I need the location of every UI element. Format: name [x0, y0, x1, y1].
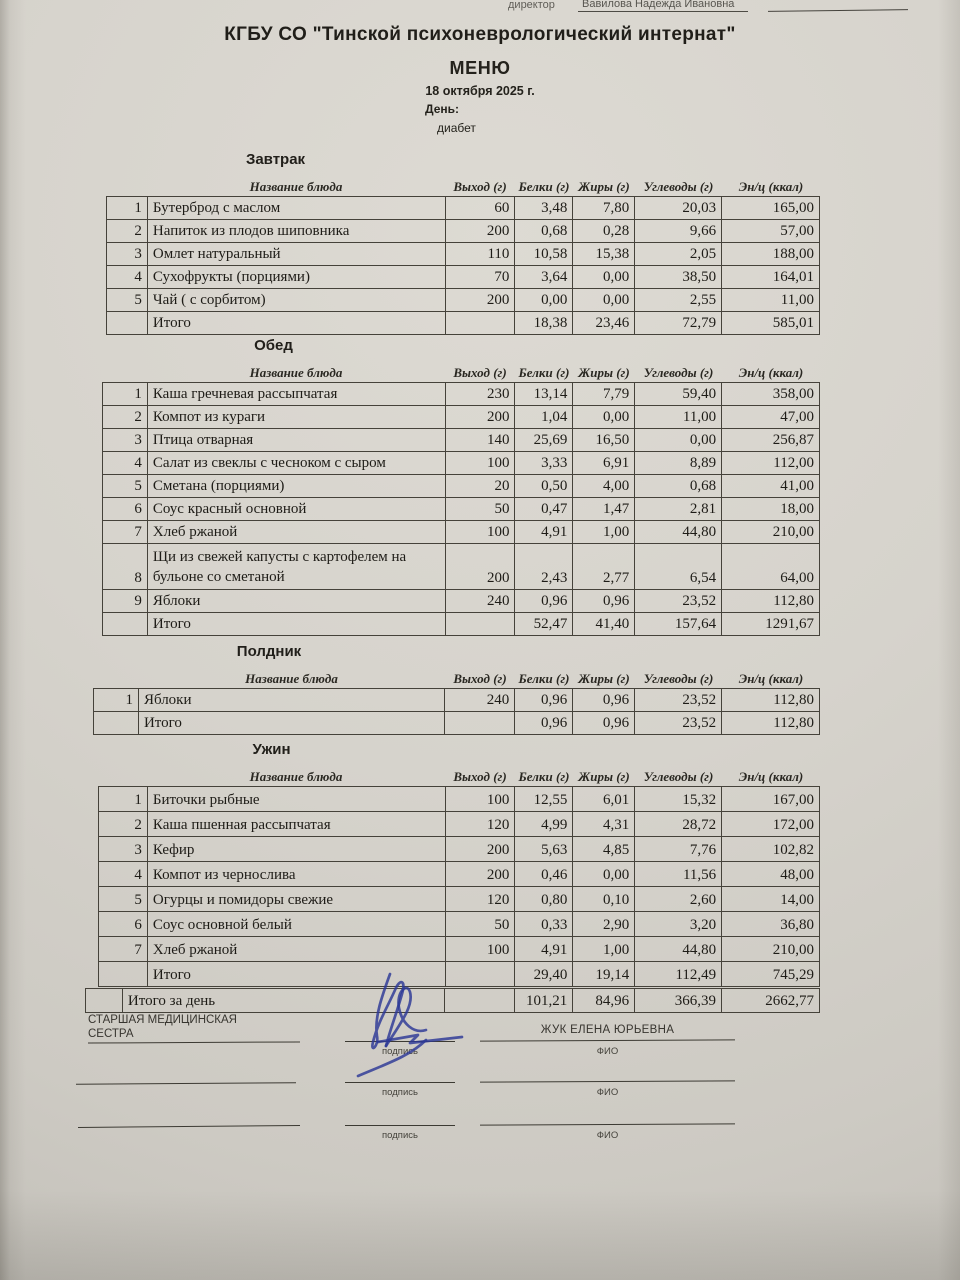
- carbs-cell: 20,03: [635, 197, 722, 220]
- protein-cell: 0,50: [515, 475, 573, 498]
- position-label: СТАРШАЯ МЕДИЦИНСКАЯ СЕСТРА: [88, 1014, 237, 1040]
- fat-cell: 6,91: [573, 452, 635, 475]
- output-cell: 20: [445, 475, 515, 498]
- protein-cell: 1,04: [515, 406, 573, 429]
- carbs-cell: 2,81: [635, 498, 722, 521]
- dish-cell: Огурцы и помидоры свежие: [147, 887, 445, 912]
- column-header-fat: Жиры (г): [578, 769, 630, 784]
- dish-cell: Омлет натуральный: [147, 243, 445, 266]
- menu-table: [93, 688, 820, 735]
- column-header-protein: Белки (г): [518, 671, 570, 686]
- energy-cell: 2662,77: [722, 989, 820, 1013]
- table-row: [103, 406, 820, 429]
- column-header-energy: Эн/ц (ккал): [738, 769, 804, 784]
- carbs-cell: 38,50: [635, 266, 722, 289]
- carbs-cell: 23,52: [635, 689, 722, 712]
- energy-cell: 36,80: [722, 912, 820, 937]
- energy-cell: 57,00: [722, 220, 820, 243]
- energy-cell: 172,00: [722, 812, 820, 837]
- fat-cell: 7,79: [573, 383, 635, 406]
- output-cell: 200: [445, 220, 515, 243]
- energy-cell: 48,00: [722, 862, 820, 887]
- protein-cell: 4,91: [515, 521, 573, 544]
- meal-section-breakfast: [106, 151, 820, 335]
- protein-cell: 5,63: [515, 837, 573, 862]
- row-number-cell: 9: [103, 590, 148, 613]
- table-row: [107, 289, 820, 312]
- carbs-cell: 366,39: [635, 989, 722, 1013]
- protein-cell: 0,96: [515, 712, 573, 735]
- row-number-cell: [94, 712, 139, 735]
- protein-cell: 0,68: [515, 220, 573, 243]
- dish-cell: Хлеб ржаной: [147, 521, 445, 544]
- fio-caption: ФИО: [596, 1046, 619, 1057]
- fio-value: ЖУК ЕЛЕНА ЮРЬЕВНА: [540, 1024, 675, 1036]
- table-row: [99, 837, 820, 862]
- carbs-cell: 6,54: [635, 544, 722, 590]
- energy-cell: 188,00: [722, 243, 820, 266]
- column-header-output: Выход (г): [453, 179, 507, 194]
- row-number-cell: 1: [94, 689, 139, 712]
- meal-section-afternoon-snack: [93, 643, 820, 735]
- energy-cell: 164,01: [722, 266, 820, 289]
- table-row: [103, 452, 820, 475]
- signature-line: [480, 1123, 735, 1125]
- carbs-cell: 44,80: [635, 937, 722, 962]
- meal-table-mount: [98, 769, 820, 987]
- meal-section-lunch: [102, 337, 820, 636]
- dish-cell: Сметана (порциями): [147, 475, 445, 498]
- row-number-cell: 3: [107, 243, 148, 266]
- meal-section-dinner: [98, 741, 820, 987]
- column-header-spacer: [102, 365, 147, 380]
- table-column-headers: [93, 671, 820, 686]
- row-number-cell: 3: [99, 837, 148, 862]
- column-header-fat: Жиры (г): [578, 671, 630, 686]
- director-name: Вавилова Надежда Ивановна: [578, 0, 748, 12]
- column-header-fat: Жиры (г): [578, 179, 630, 194]
- table-row: [107, 266, 820, 289]
- carbs-cell: 11,56: [635, 862, 722, 887]
- table-body: [94, 689, 820, 735]
- fat-cell: 84,96: [573, 989, 635, 1013]
- carbs-cell: 157,64: [635, 613, 722, 636]
- protein-cell: 13,14: [515, 383, 573, 406]
- dish-cell: Напиток из плодов шиповника: [147, 220, 445, 243]
- protein-cell: 0,33: [515, 912, 573, 937]
- meal-table-mount: [102, 365, 820, 636]
- fat-cell: 0,96: [573, 689, 635, 712]
- output-cell: 50: [445, 498, 515, 521]
- dish-cell: Компот из кураги: [147, 406, 445, 429]
- table-row: [103, 498, 820, 521]
- meal-heading: Ужин: [252, 741, 291, 758]
- signature-caption: подпись: [382, 1087, 418, 1098]
- totals-row: [107, 312, 820, 335]
- column-header-protein: Белки (г): [518, 769, 570, 784]
- row-number-cell: [103, 613, 148, 636]
- energy-cell: 1291,67: [722, 613, 820, 636]
- dish-cell: Биточки рыбные: [147, 787, 445, 812]
- dish-cell: Каша пшенная рассыпчатая: [147, 812, 445, 837]
- carbs-cell: 9,66: [635, 220, 722, 243]
- row-number-cell: 5: [103, 475, 148, 498]
- table-row: [99, 812, 820, 837]
- fat-cell: 0,96: [573, 590, 635, 613]
- output-cell: 140: [445, 429, 515, 452]
- energy-cell: 112,00: [722, 452, 820, 475]
- signature-line: [480, 1039, 735, 1041]
- column-header-protein: Белки (г): [518, 179, 570, 194]
- output-cell: 60: [445, 197, 515, 220]
- table-body: [99, 787, 820, 987]
- carbs-cell: 28,72: [635, 812, 722, 837]
- fat-cell: 16,50: [573, 429, 635, 452]
- energy-cell: 47,00: [722, 406, 820, 429]
- output-cell: [445, 712, 515, 735]
- menu-table: [98, 786, 820, 987]
- output-cell: 120: [445, 887, 515, 912]
- energy-cell: 112,80: [722, 689, 820, 712]
- menu-title: МЕНЮ: [449, 58, 511, 78]
- meal-heading: Завтрак: [245, 151, 306, 168]
- output-cell: 120: [445, 812, 515, 837]
- table-body: [103, 383, 820, 636]
- output-cell: 70: [445, 266, 515, 289]
- protein-cell: 0,96: [515, 590, 573, 613]
- protein-cell: 3,64: [515, 266, 573, 289]
- fat-cell: 23,46: [573, 312, 635, 335]
- column-header-protein: Белки (г): [518, 365, 570, 380]
- fat-cell: 19,14: [573, 962, 635, 987]
- table-row: [99, 887, 820, 912]
- row-number-cell: [99, 962, 148, 987]
- protein-cell: 2,43: [515, 544, 573, 590]
- carbs-cell: 23,52: [635, 712, 722, 735]
- output-cell: 100: [445, 521, 515, 544]
- row-number-cell: 1: [103, 383, 148, 406]
- output-cell: 110: [445, 243, 515, 266]
- energy-cell: 102,82: [722, 837, 820, 862]
- column-header-spacer: [106, 179, 147, 194]
- output-cell: 50: [445, 912, 515, 937]
- dish-cell: Соус основной белый: [147, 912, 445, 937]
- column-header-carbs: Углеводы (г): [643, 179, 714, 194]
- carbs-cell: 44,80: [635, 521, 722, 544]
- protein-cell: 3,48: [515, 197, 573, 220]
- table-row: [107, 197, 820, 220]
- menu-table: [102, 382, 820, 636]
- fat-cell: 1,00: [573, 937, 635, 962]
- energy-cell: 112,80: [722, 590, 820, 613]
- table-row: [99, 937, 820, 962]
- row-number-cell: 4: [99, 862, 148, 887]
- column-header-spacer: [93, 671, 138, 686]
- output-cell: 100: [445, 937, 515, 962]
- table-column-headers: [102, 365, 820, 380]
- signature-line: [78, 1125, 300, 1128]
- output-cell: 200: [445, 837, 515, 862]
- protein-cell: 52,47: [515, 613, 573, 636]
- row-number-cell: 5: [107, 289, 148, 312]
- output-cell: 200: [445, 289, 515, 312]
- handwritten-signature-ink: [328, 962, 478, 1132]
- protein-cell: 10,58: [515, 243, 573, 266]
- output-cell: [445, 312, 515, 335]
- fat-cell: 0,00: [573, 406, 635, 429]
- row-number-cell: 7: [99, 937, 148, 962]
- protein-cell: 29,40: [515, 962, 573, 987]
- carbs-cell: 15,32: [635, 787, 722, 812]
- menu-date: 18 октября 2025 г.: [425, 84, 535, 98]
- totals-row: [94, 712, 820, 735]
- fat-cell: 15,38: [573, 243, 635, 266]
- column-header-dish: Название блюда: [249, 179, 343, 194]
- row-number-cell: [107, 312, 148, 335]
- totals-label-cell: Итого: [147, 312, 445, 335]
- energy-cell: 14,00: [722, 887, 820, 912]
- meal-heading: Полдник: [236, 643, 302, 660]
- dish-cell: Чай ( с сорбитом): [147, 289, 445, 312]
- meal-heading: Обед: [254, 337, 293, 354]
- fat-cell: 0,00: [573, 862, 635, 887]
- dish-cell: Каша гречневая рассыпчатая: [147, 383, 445, 406]
- output-cell: 200: [445, 862, 515, 887]
- column-header-carbs: Углеводы (г): [643, 769, 714, 784]
- protein-cell: 18,38: [515, 312, 573, 335]
- dish-cell: Сухофрукты (порциями): [147, 266, 445, 289]
- column-header-output: Выход (г): [453, 365, 507, 380]
- protein-cell: 0,80: [515, 887, 573, 912]
- energy-cell: 64,00: [722, 544, 820, 590]
- energy-cell: 358,00: [722, 383, 820, 406]
- column-header-dish: Название блюда: [249, 365, 343, 380]
- fat-cell: 7,80: [573, 197, 635, 220]
- row-number-cell: 4: [107, 266, 148, 289]
- table-row: [99, 862, 820, 887]
- protein-cell: 3,33: [515, 452, 573, 475]
- energy-cell: 112,80: [722, 712, 820, 735]
- protein-cell: 0,47: [515, 498, 573, 521]
- table-row: [103, 429, 820, 452]
- carbs-cell: 72,79: [635, 312, 722, 335]
- protein-cell: 101,21: [515, 989, 573, 1013]
- fat-cell: 1,00: [573, 521, 635, 544]
- fat-cell: 41,40: [573, 613, 635, 636]
- output-cell: 100: [445, 787, 515, 812]
- table-row: [103, 475, 820, 498]
- table-column-headers: [106, 179, 820, 194]
- carbs-cell: 2,60: [635, 887, 722, 912]
- column-header-dish: Название блюда: [249, 769, 343, 784]
- row-number-cell: 2: [107, 220, 148, 243]
- column-header-carbs: Углеводы (г): [643, 671, 714, 686]
- table-row: [107, 243, 820, 266]
- carbs-cell: 11,00: [635, 406, 722, 429]
- row-number-cell: 8: [103, 544, 148, 590]
- carbs-cell: 59,40: [635, 383, 722, 406]
- row-number-cell: 1: [107, 197, 148, 220]
- day-value: диабет: [437, 121, 476, 135]
- row-number-cell: 3: [103, 429, 148, 452]
- director-label: директор: [508, 0, 555, 11]
- director-approval-row: [500, 0, 940, 17]
- table-row: [94, 689, 820, 712]
- row-number-cell: 5: [99, 887, 148, 912]
- column-header-fat: Жиры (г): [578, 365, 630, 380]
- column-header-energy: Эн/ц (ккал): [738, 671, 804, 686]
- fat-cell: 0,00: [573, 289, 635, 312]
- dish-cell: Птица отварная: [147, 429, 445, 452]
- table-column-headers: [98, 769, 820, 784]
- carbs-cell: 0,00: [635, 429, 722, 452]
- protein-cell: 0,96: [515, 689, 573, 712]
- row-number-cell: 1: [99, 787, 148, 812]
- signature-line: [76, 1082, 296, 1085]
- row-number-cell: 6: [99, 912, 148, 937]
- column-header-output: Выход (г): [453, 671, 507, 686]
- fat-cell: 1,47: [573, 498, 635, 521]
- protein-cell: 0,00: [515, 289, 573, 312]
- carbs-cell: 2,05: [635, 243, 722, 266]
- meal-table-mount: [106, 179, 820, 335]
- table-row: [99, 912, 820, 937]
- carbs-cell: 112,49: [635, 962, 722, 987]
- totals-label-cell: Итого: [147, 613, 445, 636]
- dish-cell: Соус красный основной: [147, 498, 445, 521]
- carbs-cell: 7,76: [635, 837, 722, 862]
- column-header-spacer: [98, 769, 147, 784]
- organization-title: КГБУ СО "Тинской психоневрологический интернат": [224, 24, 736, 45]
- dish-cell: Кефир: [147, 837, 445, 862]
- carbs-cell: 2,55: [635, 289, 722, 312]
- meal-table-mount: [93, 671, 820, 735]
- output-cell: 240: [445, 590, 515, 613]
- fat-cell: 0,96: [573, 712, 635, 735]
- output-cell: [445, 613, 515, 636]
- day-label: День:: [425, 102, 459, 116]
- protein-cell: 4,91: [515, 937, 573, 962]
- table-row: [99, 787, 820, 812]
- fio-caption: ФИО: [596, 1130, 619, 1141]
- fat-cell: 4,00: [573, 475, 635, 498]
- energy-cell: 585,01: [722, 312, 820, 335]
- signature-line: [480, 1080, 735, 1082]
- fat-cell: 2,77: [573, 544, 635, 590]
- day-total-label-cell: Итого за день: [122, 989, 444, 1013]
- dish-cell: Щи из свежей капусты с картофелем на бульоне со сметаной: [147, 544, 445, 590]
- dish-cell: Компот из чернослива: [147, 862, 445, 887]
- director-signature-line: [768, 9, 908, 12]
- table-row: [103, 590, 820, 613]
- carbs-cell: 8,89: [635, 452, 722, 475]
- energy-cell: 18,00: [722, 498, 820, 521]
- output-cell: 200: [445, 406, 515, 429]
- table-row: [103, 544, 820, 590]
- signature-line: [88, 1041, 300, 1043]
- carbs-cell: 23,52: [635, 590, 722, 613]
- fat-cell: 0,28: [573, 220, 635, 243]
- output-cell: 240: [445, 689, 515, 712]
- signature-caption: подпись: [382, 1046, 418, 1057]
- menu-table: [106, 196, 820, 335]
- energy-cell: 11,00: [722, 289, 820, 312]
- protein-cell: 4,99: [515, 812, 573, 837]
- dish-cell: Хлеб ржаной: [147, 937, 445, 962]
- dish-cell: Яблоки: [138, 689, 444, 712]
- table-row: [107, 220, 820, 243]
- energy-cell: 41,00: [722, 475, 820, 498]
- row-number-cell: 6: [103, 498, 148, 521]
- protein-cell: 0,46: [515, 862, 573, 887]
- column-header-output: Выход (г): [453, 769, 507, 784]
- table-body: [107, 197, 820, 335]
- protein-cell: 25,69: [515, 429, 573, 452]
- energy-cell: 167,00: [722, 787, 820, 812]
- output-cell: 100: [445, 452, 515, 475]
- table-row: [103, 383, 820, 406]
- dish-cell: Салат из свеклы с чесноком с сыром: [147, 452, 445, 475]
- row-number-cell: 2: [99, 812, 148, 837]
- column-header-energy: Эн/ц (ккал): [738, 179, 804, 194]
- fat-cell: 0,00: [573, 266, 635, 289]
- energy-cell: 210,00: [722, 937, 820, 962]
- protein-cell: 12,55: [515, 787, 573, 812]
- totals-label-cell: Итого: [147, 962, 445, 987]
- signature-caption: подпись: [382, 1130, 418, 1141]
- energy-cell: 165,00: [722, 197, 820, 220]
- energy-cell: 745,29: [722, 962, 820, 987]
- output-cell: 230: [445, 383, 515, 406]
- carbs-cell: 0,68: [635, 475, 722, 498]
- energy-cell: 210,00: [722, 521, 820, 544]
- row-number-cell: 4: [103, 452, 148, 475]
- row-number-cell: [86, 989, 123, 1013]
- fat-cell: 2,90: [573, 912, 635, 937]
- dish-cell: Бутерброд с маслом: [147, 197, 445, 220]
- fat-cell: 4,31: [573, 812, 635, 837]
- row-number-cell: 2: [103, 406, 148, 429]
- column-header-carbs: Углеводы (г): [643, 365, 714, 380]
- column-header-energy: Эн/ц (ккал): [738, 365, 804, 380]
- fat-cell: 4,85: [573, 837, 635, 862]
- fat-cell: 6,01: [573, 787, 635, 812]
- fat-cell: 0,10: [573, 887, 635, 912]
- row-number-cell: 7: [103, 521, 148, 544]
- output-cell: 200: [445, 544, 515, 590]
- energy-cell: 256,87: [722, 429, 820, 452]
- dish-cell: Яблоки: [147, 590, 445, 613]
- fio-caption: ФИО: [596, 1087, 619, 1098]
- totals-label-cell: Итого: [138, 712, 444, 735]
- column-header-dish: Название блюда: [245, 671, 338, 686]
- carbs-cell: 3,20: [635, 912, 722, 937]
- table-row: [103, 521, 820, 544]
- totals-row: [103, 613, 820, 636]
